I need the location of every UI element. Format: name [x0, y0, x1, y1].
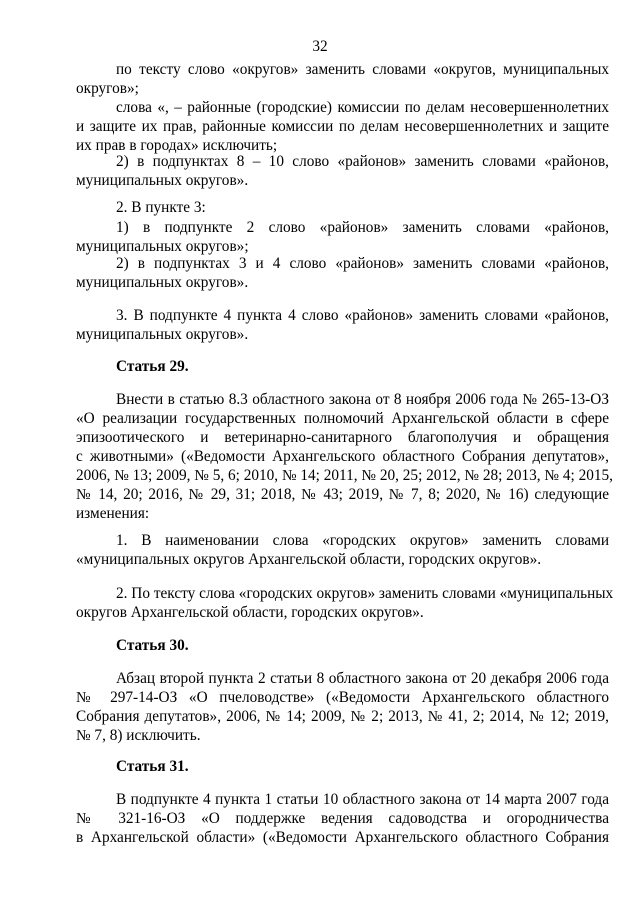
text-line: Внести в статью 8.3 областного закона от 8 ноября 2006 года № 265-13-ОЗ [116, 391, 609, 408]
text-line: слова «, – районные (городские) комиссии по делам несовершеннолетних [116, 99, 609, 116]
text-line: муниципальных округов»; [76, 238, 249, 255]
text-line: по тексту слово «округов» заменить словами «округов, муниципальных [116, 61, 609, 78]
article-heading: Статья 31. [116, 758, 189, 775]
article-heading: Статья 30. [116, 637, 189, 654]
text-line: «О реализации государственных полномочий Архангельской области в сфере [76, 410, 609, 427]
paragraph [76, 390, 613, 523]
paragraph [76, 198, 609, 217]
text-line: Собрания депутатов», 2006, № 14; 2009, № 2; 2013, № 41, 2; 2014, № 12; 2019, [76, 708, 609, 725]
text-line: 2) в подпунктах 3 и 4 слово «районов» заменить словами «районов, [116, 255, 609, 272]
paragraph [76, 60, 609, 98]
paragraph [76, 531, 609, 569]
article-heading: Статья 29. [116, 358, 189, 375]
text-line: округов»; [76, 80, 139, 97]
paragraph [76, 306, 609, 344]
paragraph [76, 218, 609, 256]
text-line: 2. В пункте 3: [116, 199, 206, 216]
page-number: 32 [312, 38, 328, 55]
text-line: муниципальных округов». [76, 326, 249, 343]
text-line: В подпункте 4 пункта 1 статьи 10 областного закона от 14 марта 2007 года [116, 791, 609, 808]
text-line: муниципальных округов». [76, 172, 249, 189]
paragraph [76, 669, 609, 745]
paragraph [76, 98, 609, 155]
text-line: «муниципальных округов Архангельской области, городских округов». [76, 551, 542, 568]
paragraph [76, 254, 609, 292]
text-line: округов Архангельской области, городских округов». [76, 604, 424, 621]
text-line: № 7, 8) исключить. [76, 727, 201, 744]
text-line: № 297-14-ОЗ «О пчеловодстве» («Ведомости Архангельского областного [76, 689, 609, 706]
text-line: эпизоотического и ветеринарно-санитарного благополучия и обращения [76, 429, 609, 446]
text-line: с животными» («Ведомости Архангельского областного Собрания депутатов», [76, 448, 609, 465]
text-line: № 321-16-ОЗ «О поддержке ведения садоводства и огородничества [76, 810, 609, 827]
text-line: 1. В наименовании слова «городских округов» заменить словами [116, 532, 609, 549]
paragraph [76, 152, 609, 190]
text-line: 2. По тексту слова «городских округов» заменить словами «муниципальных [116, 585, 614, 602]
text-line: и защите их прав, районные комиссии по делам несовершеннолетних и защите [76, 118, 609, 135]
paragraph [76, 584, 614, 622]
text-line: 1) в подпункте 2 слово «районов» заменить словами «районов, [116, 219, 609, 236]
text-line: 2) в подпунктах 8 – 10 слово «районов» заменить словами «районов, [116, 153, 609, 170]
text-line: № 14, 20; 2016, № 29, 31; 2018, № 43; 2019, № 7, 8; 2020, № 16) следующие [76, 486, 609, 503]
paragraph [76, 790, 609, 847]
text-line: Абзац второй пункта 2 статьи 8 областного закона от 20 декабря 2006 года [116, 670, 609, 687]
text-line: муниципальных округов». [76, 274, 249, 291]
text-line: их прав в городах» исключить; [76, 137, 278, 154]
text-line: 3. В подпункте 4 пункта 4 слово «районов» заменить словами «районов, [116, 307, 609, 324]
text-line: 2006, № 13; 2009, № 5, 6; 2010, № 14; 2011, № 20, 25; 2012, № 28; 2013, № 4; 2015, [76, 467, 613, 484]
text-line: в Архангельской области» («Ведомости Архангельского областного Собрания [76, 829, 609, 846]
text-line: изменения: [76, 505, 150, 522]
